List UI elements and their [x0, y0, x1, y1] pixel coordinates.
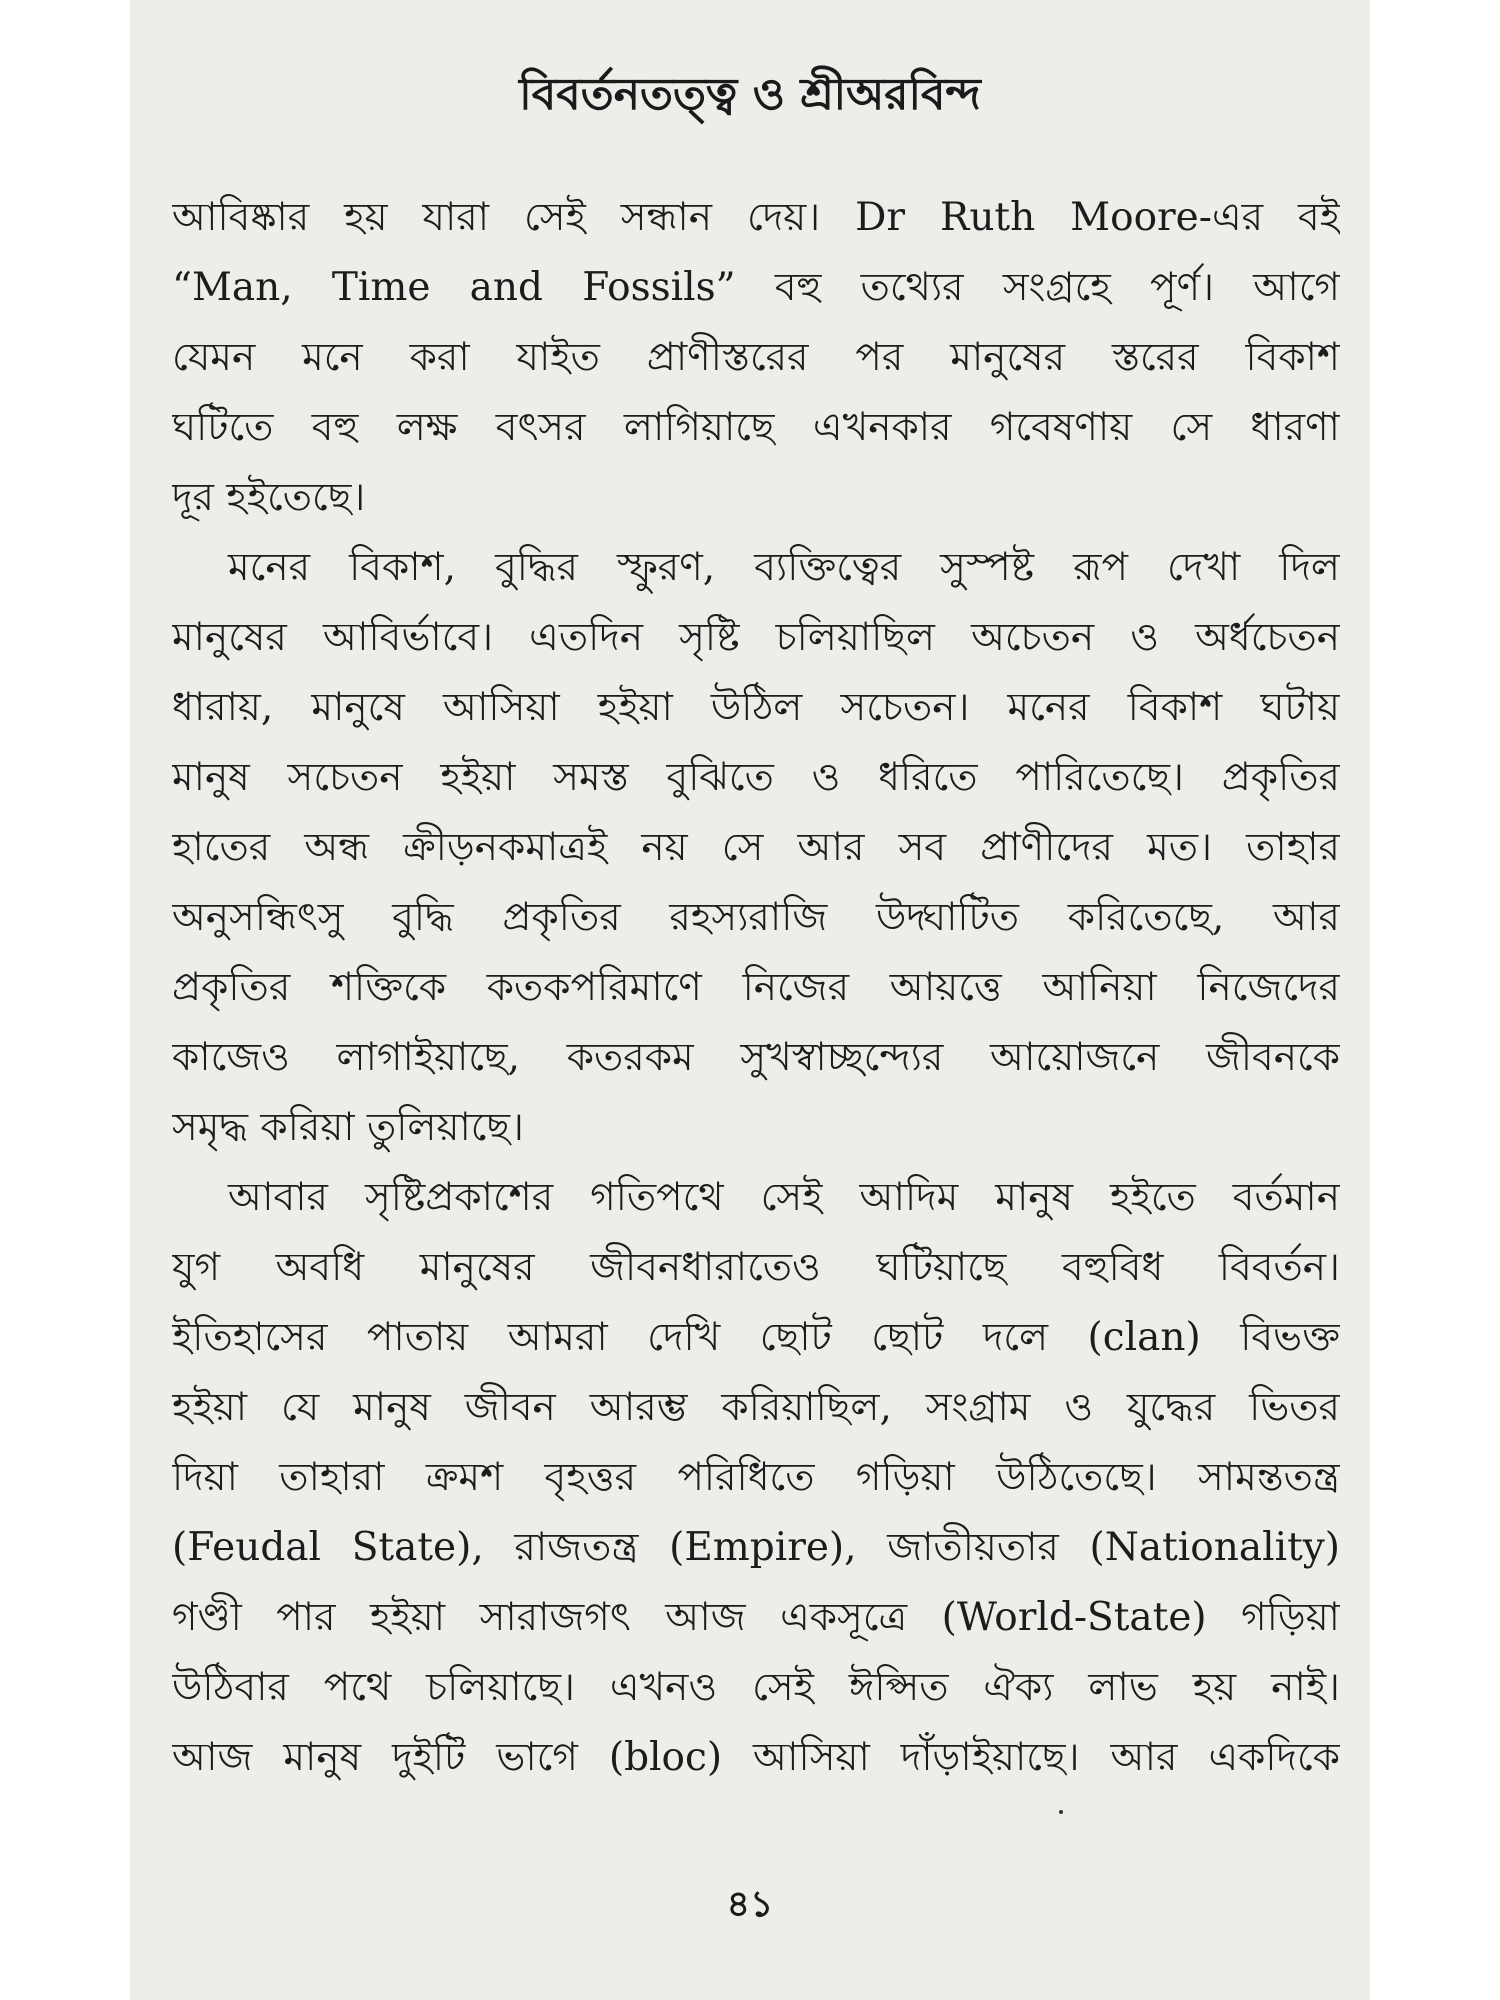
text-line: ধারায়, মানুষে আসিয়া হইয়া উঠিল সচেতন। মনের বিকাশ ঘটায় [172, 685, 1340, 730]
text-line: উঠিবার পথে চলিয়াছে। এখনও সেই ঈপ্সিত ঐক্য লাভ হয় নাই। [172, 1665, 1340, 1710]
text-line: গণ্ডী পার হইয়া সারাজগৎ আজ একসূত্রে (World-State) গড়িয়া [172, 1595, 1340, 1640]
text-line: অনুসন্ধিৎসু বুদ্ধি প্রকৃতির রহস্যরাজি উদ্ঘাটিত করিতেছে, আর [172, 895, 1340, 940]
text-line: মনের বিকাশ, বুদ্ধির স্ফুরণ, ব্যক্তিত্বের সুস্পষ্ট রূপ দেখা দিল [228, 545, 1340, 590]
text-line: হইয়া যে মানুষ জীবন আরম্ভ করিয়াছিল, সংগ্রাম ও যুদ্ধের ভিতর [172, 1385, 1340, 1430]
text-line: দূর হইতেছে। [172, 475, 366, 520]
text-line: মানুষের আবির্ভাবে। এতদিন সৃষ্টি চলিয়াছিল অচেতন ও অর্ধচেতন [172, 615, 1340, 660]
ink-speck [1059, 1810, 1063, 1814]
text-line: দিয়া তাহারা ক্রমশ বৃহত্তর পরিধিতে গড়িয়া উঠিতেছে। সামন্ততন্ত্র [172, 1455, 1340, 1500]
text-line: “Man, Time and Fossils” বহু তথ্যের সংগ্রহে পূর্ণ। আগে [172, 265, 1340, 310]
book-page [130, 0, 1370, 2000]
page-number: ৪১ [726, 1884, 774, 1925]
text-line: আবিষ্কার হয় যারা সেই সন্ধান দেয়। Dr Ruth Moore-এর বই [172, 195, 1340, 240]
text-line: কাজেও লাগাইয়াছে, কতরকম সুখস্বাচ্ছন্দ্যের আয়োজনে জীবনকে [172, 1035, 1340, 1080]
text-line: ইতিহাসের পাতায় আমরা দেখি ছোট ছোট দলে (clan) বিভক্ত [172, 1315, 1340, 1360]
text-line: আজ মানুষ দুইটি ভাগে (bloc) আসিয়া দাঁড়াইয়াছে। আর একদিকে [172, 1735, 1340, 1780]
body-text [172, 183, 1340, 1793]
text-line: ঘটিতে বহু লক্ষ বৎসর লাগিয়াছে এখনকার গবেষণায় সে ধারণা [172, 405, 1340, 450]
text-line: যুগ অবধি মানুষের জীবনধারাতেও ঘটিয়াছে বহুবিধ বিবর্তন। [172, 1245, 1340, 1290]
text-line: হাতের অন্ধ ক্রীড়নকমাত্রই নয় সে আর সব প্রাণীদের মত। তাহার [172, 825, 1340, 870]
text-line: মানুষ সচেতন হইয়া সমস্ত বুঝিতে ও ধরিতে পারিতেছে। প্রকৃতির [172, 755, 1340, 800]
text-line: আবার সৃষ্টিপ্রকাশের গতিপথে সেই আদিম মানুষ হইতে বর্তমান [228, 1175, 1340, 1220]
text-line: সমৃদ্ধ করিয়া তুলিয়াছে। [172, 1105, 525, 1150]
text-line: (Feudal State), রাজতন্ত্র (Empire), জাতীয়তার (Nationality) [172, 1525, 1340, 1570]
running-header: বিবর্তনতত্ত্ব ও শ্রীঅরবিন্দ [519, 69, 981, 120]
text-line: যেমন মনে করা যাইত প্রাণীস্তরের পর মানুষের স্তরের বিকাশ [172, 335, 1340, 380]
text-line: প্রকৃতির শক্তিকে কতকপরিমাণে নিজের আয়ত্তে আনিয়া নিজেদের [172, 965, 1340, 1010]
